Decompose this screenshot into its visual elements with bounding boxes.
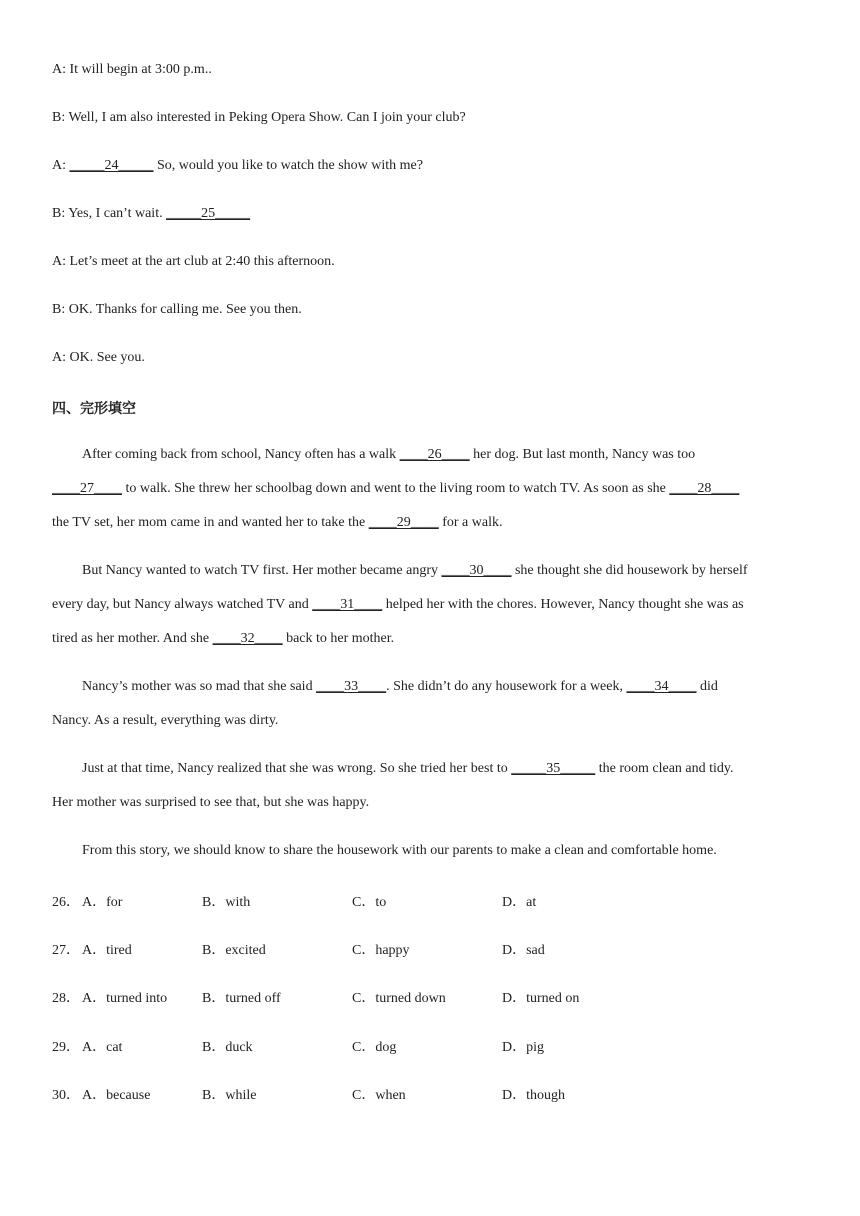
blank-27[interactable]: ____27____ (52, 481, 122, 496)
question-number: 30． (52, 1088, 80, 1103)
speaker: A: (52, 350, 66, 365)
passage-line (52, 515, 502, 531)
passage-text: for a walk. (438, 515, 503, 530)
passage-text: her dog. But last month, Nancy was too (469, 447, 696, 462)
section-title: 四、完形填空 (52, 401, 136, 417)
option-d[interactable]: D．though (502, 1088, 565, 1103)
dialogue-text: So, would you like to watch the show with me? (153, 158, 423, 173)
speaker: B: (52, 206, 66, 221)
passage-line (82, 563, 748, 579)
passage-text: back to her mother. (282, 631, 395, 646)
dialogue-line-2 (52, 110, 466, 126)
dialogue-text: Yes, I can’t wait. (65, 206, 167, 221)
option-d[interactable]: D．pig (502, 1040, 544, 1055)
question-number: 28． (52, 991, 80, 1006)
passage-line (52, 597, 744, 613)
question-29 (52, 1036, 812, 1056)
dialogue-line-5 (52, 254, 335, 270)
option-c[interactable]: C．when (352, 1088, 406, 1103)
passage-line: From this story, we should know to share the housework with our parents to make a clean and comfortable home. (82, 843, 717, 858)
dialogue-line-6 (52, 302, 302, 318)
option-d[interactable]: D．turned on (502, 991, 580, 1006)
passage-text: did (696, 679, 718, 694)
passage-text: But Nancy wanted to watch TV first. Her mother became angry (82, 563, 442, 578)
passage-text: . She didn’t do any housework for a week, (386, 679, 627, 694)
blank-35[interactable]: _____35_____ (511, 761, 596, 776)
passage-text: the room clean and tidy. (595, 761, 734, 776)
question-number: 29． (52, 1040, 80, 1055)
question-27 (52, 939, 812, 959)
dialogue-line-4 (52, 206, 250, 222)
option-c[interactable]: C．to (352, 895, 387, 910)
option-a[interactable]: A．for (82, 895, 123, 910)
dialogue-text: It will begin at 3:00 p.m.. (66, 62, 212, 77)
passage-text: Nancy’s mother was so mad that she said (82, 679, 317, 694)
passage-line (52, 631, 394, 647)
dialogue-line-3 (52, 158, 423, 174)
option-d[interactable]: D．sad (502, 943, 545, 958)
dialogue-line-1 (52, 62, 212, 78)
passage-text: every day, but Nancy always watched TV and (52, 597, 313, 612)
speaker: A: (52, 62, 66, 77)
passage-line (82, 447, 695, 463)
option-d[interactable]: D．at (502, 895, 537, 910)
option-b[interactable]: B．turned off (202, 991, 281, 1006)
passage-line (52, 713, 278, 729)
question-30 (52, 1084, 812, 1104)
option-a[interactable]: A．cat (82, 1040, 123, 1055)
option-a[interactable]: A．because (82, 1088, 151, 1103)
blank-29[interactable]: ____29____ (368, 515, 439, 530)
option-c[interactable]: C．dog (352, 1040, 397, 1055)
dialogue-text: OK. Thanks for calling me. See you then. (65, 302, 302, 317)
passage-text: she thought she did housework by herself (511, 563, 748, 578)
passage-text: Her mother was surprised to see that, but she was happy. (52, 795, 370, 810)
option-b[interactable]: B．duck (202, 1040, 253, 1055)
dialogue-line-7 (52, 350, 145, 366)
blank-24[interactable]: _____24_____ (69, 158, 154, 173)
passage-line (52, 481, 739, 497)
option-b[interactable]: B．with (202, 895, 251, 910)
passage-text: tired as her mother. And she (52, 631, 213, 646)
option-b[interactable]: B．excited (202, 943, 266, 958)
option-b[interactable]: B．while (202, 1088, 257, 1103)
dialogue-text: Let’s meet at the art club at 2:40 this afternoon. (66, 254, 335, 269)
passage-line (82, 679, 718, 695)
option-c[interactable]: C．turned down (352, 991, 446, 1006)
speaker: A: (52, 158, 66, 173)
blank-33[interactable]: ____33____ (316, 679, 387, 694)
option-a[interactable]: A．turned into (82, 991, 168, 1006)
passage-text: to walk. She threw her schoolbag down and went to the living room to watch TV. As soon as she (122, 481, 670, 496)
blank-32[interactable]: ____32____ (212, 631, 283, 646)
question-number: 27． (52, 943, 80, 958)
passage-line (52, 795, 369, 811)
passage-text: After coming back from school, Nancy often has a walk (82, 447, 400, 462)
option-c[interactable]: C．happy (352, 943, 410, 958)
speaker: A: (52, 254, 66, 269)
blank-28[interactable]: ____28____ (669, 481, 740, 496)
blank-25[interactable]: _____25_____ (166, 206, 251, 221)
blank-34[interactable]: ____34____ (626, 679, 697, 694)
speaker: B: (52, 302, 66, 317)
speaker: B: (52, 110, 66, 125)
passage-text: Nancy. As a result, everything was dirty. (52, 713, 279, 728)
question-number: 26． (52, 895, 80, 910)
passage-text: the TV set, her mom came in and wanted her to take the (52, 515, 369, 530)
blank-30[interactable]: ____30____ (441, 563, 512, 578)
dialogue-text: Well, I am also interested in Peking Opera Show. Can I join your club? (65, 110, 466, 125)
passage-text: Just at that time, Nancy realized that she was wrong. So she tried her best to (82, 761, 512, 776)
passage-text: helped her with the chores. However, Nancy thought she was as (382, 597, 744, 612)
blank-31[interactable]: ____31____ (312, 597, 383, 612)
blank-26[interactable]: ____26____ (399, 447, 470, 462)
option-a[interactable]: A．tired (82, 943, 132, 958)
passage-line (82, 761, 734, 777)
question-26 (52, 891, 812, 911)
question-28 (52, 987, 812, 1007)
dialogue-text: OK. See you. (66, 350, 145, 365)
